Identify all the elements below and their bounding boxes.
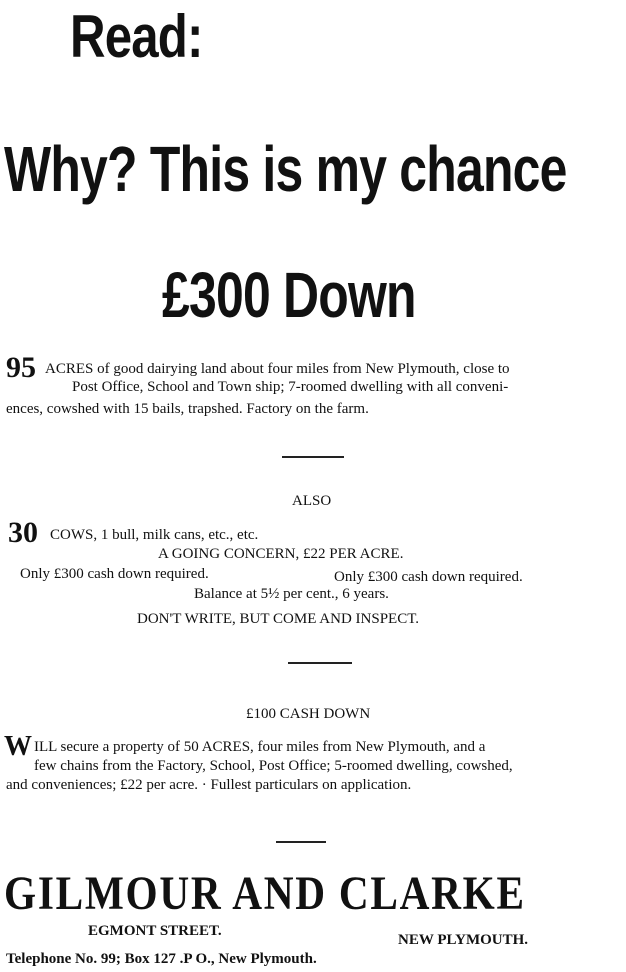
divider-3 — [276, 841, 326, 843]
ad2-line4: Balance at 5½ per cent., 6 years. — [194, 586, 389, 602]
firm-city: NEW PLYMOUTH. — [398, 932, 529, 948]
ad2-line3b: Only £300 cash down required. — [334, 569, 523, 585]
ad3-line2: few chains from the Factory, School, Post Office; 5-roomed dwelling, cowshed, — [34, 758, 513, 774]
ad1-initial: 95 — [6, 351, 36, 384]
also-label: ALSO — [292, 493, 332, 509]
headline-read: Read: — [70, 3, 203, 70]
ad2-line3a: Only £300 cash down required. — [20, 566, 209, 582]
ad3-line3: and conveniences; £22 per acre. · Fullest particulars on application. — [6, 777, 412, 793]
ad1-line1: ACRES of good dairying land about four miles from New Plymouth, close to — [45, 361, 510, 377]
ad1-line3: ences, cowshed with 15 bails, trapshed. Factory on the farm. — [6, 401, 369, 417]
firm-contact: Telephone No. 99; Box 127 .P O., New Plymouth. — [6, 951, 317, 967]
headline-price: £300 Down — [162, 259, 416, 331]
divider-1 — [282, 456, 344, 458]
divider-2 — [288, 662, 352, 664]
ad1-line2: Post Office, School and Town ship; 7-roomed dwelling with all conveni- — [72, 379, 509, 395]
ad2-line5: DON'T WRITE, BUT COME AND INSPECT. — [137, 611, 420, 627]
firm-name: GILMOUR AND CLARKE — [4, 867, 526, 920]
cash-down-heading: £100 CASH DOWN — [246, 706, 371, 722]
headline-why: Why? This is my chance — [4, 133, 567, 205]
firm-street: EGMONT STREET. — [88, 923, 222, 939]
ad2-line1: COWS, 1 bull, milk cans, etc., etc. — [50, 527, 259, 543]
ad2-initial: 30 — [8, 516, 38, 549]
ad2-line2: A GOING CONCERN, £22 PER ACRE. — [158, 546, 404, 562]
ad3-line1: ILL secure a property of 50 ACRES, four miles from New Plymouth, and a — [34, 739, 486, 755]
ad3-initial: W — [4, 731, 32, 762]
